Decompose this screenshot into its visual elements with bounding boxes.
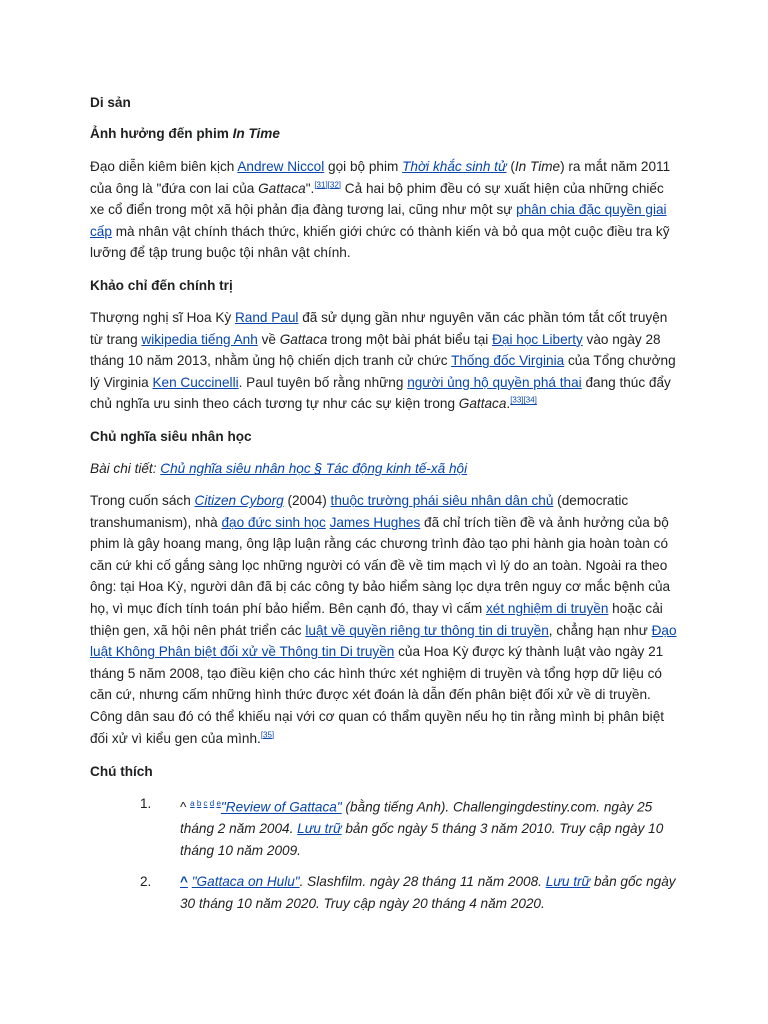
link-main-article[interactable]: Chủ nghĩa siêu nhân học § Tác động kinh tế-xã hội	[160, 461, 468, 476]
text: Đạo diễn kiêm biên kịch	[90, 159, 238, 174]
link-bioethics[interactable]: đạo đức sinh học	[221, 514, 326, 530]
citation-31[interactable]: [31]	[314, 180, 328, 190]
text: của Hoa Kỳ được ký thành luật vào ngày 21 tháng 5 năm 2008, tạo điều kiện cho các hình thức xét nghiệm di truyền và tổng hợp dữ liệu có căn cứ, nhưng cấm những hình thức được xét đoán là dẫn đến phân biệt đối xử về di truyền. Công dân sau đó có thể khiếu nại với cơ quan có thẩm quyền nếu họ tin rằng mình bị phân biệt đối xử vì kiểu gen của mình.	[90, 644, 665, 746]
subsection-heading-transhumanism: Chủ nghĩa siêu nhân học	[90, 429, 252, 444]
text: vào ngày 28 tháng 10 năm 2013, nhằm ủng hộ chiến dịch tranh cử chức	[90, 331, 661, 369]
text: của Tổng chưởng lý Virginia	[90, 353, 676, 390]
text: (bằng tiếng Anh). Challengingdestiny.com. ngày 25 tháng 2 năm 2004.	[180, 799, 653, 837]
text: về	[257, 331, 280, 347]
link-rand-paul[interactable]: Rand Paul	[234, 310, 299, 325]
link-genetic-privacy-law[interactable]: luật về quyền riêng tư thông tin di truyền	[305, 622, 549, 638]
link-ken-cuccinelli[interactable]: Ken Cuccinelli	[152, 374, 239, 390]
citation-34[interactable]: [34]	[523, 395, 537, 405]
heading-film-title: In Time	[232, 126, 280, 141]
text: . Slashfilm. ngày 28 tháng 11 năm 2008.	[299, 874, 546, 890]
text: Trong cuốn sách	[90, 493, 195, 508]
link-liberty-university[interactable]: Đại học Liberty	[492, 331, 583, 347]
main-article-prefix: Bài chi tiết:	[90, 461, 161, 476]
paragraph-politics	[90, 307, 680, 415]
reference-title-link[interactable]: "Review of Gattaca"	[220, 799, 342, 815]
citation	[510, 396, 537, 405]
link-citizen-cyborg[interactable]: Citizen Cyborg	[194, 493, 284, 508]
archive-link[interactable]: Lưu trữ	[545, 874, 591, 890]
text: hoặc cải thiện gen, xã hội nên phát triển các	[90, 600, 663, 638]
backlink-d[interactable]: d	[209, 799, 215, 808]
text: Gattaca	[258, 180, 306, 196]
reference-number: 1.	[140, 796, 152, 811]
backlink-caret: ^	[180, 799, 187, 815]
text: , chẳng hạn như	[548, 622, 652, 638]
link-andrew-niccol[interactable]: Andrew Niccol	[237, 159, 325, 174]
citation-35[interactable]: [35]	[260, 730, 275, 739]
paragraph-in-time	[90, 156, 680, 264]
backlink-e[interactable]: e	[216, 799, 221, 808]
paragraph-transhumanism	[90, 490, 680, 749]
text: (	[506, 159, 515, 174]
text: . Paul tuyên bố rằng những	[238, 374, 408, 390]
citation	[261, 730, 274, 739]
reference-title-link[interactable]: "Gattaca on Hulu"	[191, 874, 300, 890]
link-genetic-testing[interactable]: xét nghiệm di truyền	[485, 600, 609, 616]
archive-link[interactable]: Lưu trữ	[297, 821, 342, 837]
backlink-a[interactable]: a	[190, 799, 195, 808]
link-gina[interactable]: Đạo luật Không Phân biệt đối xử về Thông tin Di truyền	[90, 622, 677, 660]
backlink-b[interactable]: b	[196, 799, 202, 808]
citation-33[interactable]: [33]	[510, 395, 524, 405]
text: (2004)	[283, 493, 331, 508]
section-heading-legacy: Di sản	[90, 95, 131, 110]
link-james-hughes[interactable]: James Hughes	[329, 514, 421, 530]
text: mà nhân vật chính thách thức, khiến giới chức có thành kiến và bỏ qua một cuộc điều tra kỹ lưỡng để tập trung buộc tội nhân vật chính.	[90, 223, 670, 261]
text: đã chỉ trích tiền đề và ảnh hưởng của bộ phim là gây hoang mang, ông lập luận rằng các chương trình đào tạo phi hành gia hoàn toàn có căn cứ khi cố gắng sàng lọc những người có vấn đề về tim mạch vì lý do an toàn. Ngoài ra theo ông: tại Hoa Kỳ, người dân đã bị các công ty bảo hiểm sàng lọc dựa trên nguy cơ mắc bệnh của họ, vì mục đích tính toán phí bảo hiểm. Bên cạnh đó, thay vì cấm	[90, 514, 671, 616]
references-list	[140, 793, 680, 925]
reference-item	[140, 793, 680, 861]
backlink-caret[interactable]: ^	[180, 874, 188, 890]
reference-item	[140, 871, 680, 914]
text: Gattaca	[458, 396, 507, 412]
backlink-letters	[190, 799, 221, 808]
main-article-note	[90, 458, 680, 480]
text: gọi bộ phim	[324, 159, 403, 174]
link-governor-virginia[interactable]: Thống đốc Virginia	[451, 353, 565, 369]
text: đã sử dụng gần như nguyên văn các phần tóm tắt cốt truyện từ trang	[90, 310, 668, 347]
text: In Time	[514, 159, 561, 174]
heading-prefix: Ảnh hưởng đến phim	[90, 126, 233, 141]
link-democratic-transhumanism[interactable]: thuộc trường phái siêu nhân dân chủ	[330, 493, 554, 508]
link-english-wikipedia[interactable]: wikipedia tiếng Anh	[141, 331, 258, 347]
citation	[314, 180, 341, 189]
reference-number: 2.	[140, 874, 152, 890]
text: (democratic transhumanism), nhà	[90, 493, 629, 530]
text: Cả hai bộ phim đều có sự xuất hiện của những chiếc xe cổ điển trong một xã hội phản địa đàng tương lai, cũng như một sự	[90, 180, 664, 218]
subsection-heading-in-time	[90, 124, 280, 144]
link-class-privilege[interactable]: phân chia đặc quyền giai cấp	[90, 202, 667, 239]
text: đang thúc đẩy chủ nghĩa ưu sinh theo cách tương tự như các sự kiện trong	[90, 374, 671, 412]
link-in-time-vi[interactable]: Thời khắc sinh tử	[402, 159, 507, 174]
text: .	[506, 396, 511, 412]
backlink-c[interactable]: c	[203, 799, 208, 808]
link-abortion-rights[interactable]: người ủng hộ quyền phá thai	[407, 374, 582, 390]
subsection-heading-politics: Khảo chỉ đến chính trị	[90, 278, 233, 293]
text: bản gốc ngày 5 tháng 3 năm 2010. Truy cập ngày 10 tháng 10 năm 2009.	[180, 821, 664, 858]
text: ".	[305, 180, 315, 196]
text: ) ra mắt năm 2011 của ông là "đứa con lai của	[90, 159, 671, 196]
section-heading-notes: Chú thích	[90, 764, 153, 779]
text: Thượng nghị sĩ Hoa Kỳ	[90, 310, 235, 325]
text: Gattaca	[279, 331, 328, 347]
citation-32[interactable]: [32]	[327, 180, 342, 190]
text: bản gốc ngày 30 tháng 10 năm 2020. Truy cập ngày 20 tháng 4 năm 2020.	[180, 874, 676, 911]
text: trong một bài phát biểu tại	[327, 331, 493, 347]
